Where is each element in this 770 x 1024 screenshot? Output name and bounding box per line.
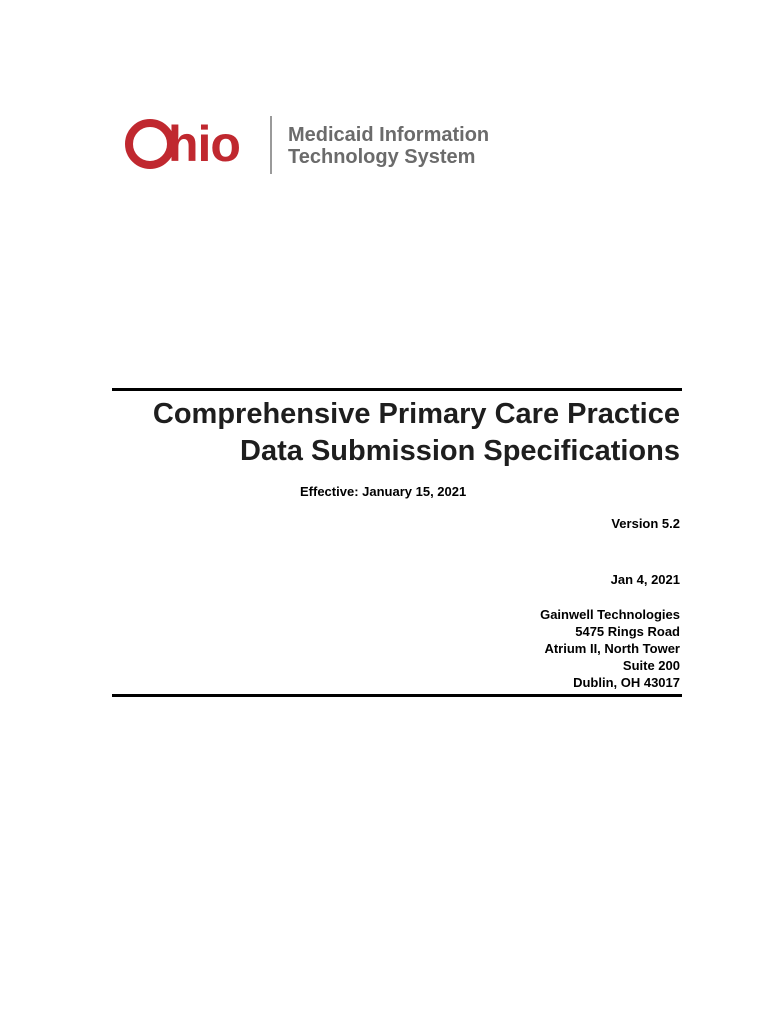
company-address: [540, 606, 680, 691]
bottom-rule: [112, 694, 682, 697]
document-title-line-2: Data Submission Specifications: [240, 435, 680, 467]
ohio-wordmark-letters: hio: [168, 116, 240, 172]
address-company: Gainwell Technologies: [540, 607, 680, 622]
effective-date: Effective: January 15, 2021: [300, 484, 467, 499]
logo-tagline-line-1: Medicaid Information: [288, 124, 490, 146]
logo-tagline-line-2: Technology System: [288, 146, 476, 168]
address-suite: Suite 200: [622, 658, 680, 673]
document-title-line-1: Comprehensive Primary Care Practice: [152, 398, 680, 430]
ohio-wordmark: [124, 112, 264, 178]
ohio-mits-logo: [124, 112, 494, 178]
document-title: [153, 396, 680, 470]
document-date: Jan 4, 2021: [610, 572, 680, 587]
address-city: Dublin, OH 43017: [573, 675, 680, 690]
address-street: 5475 Rings Road: [575, 624, 680, 639]
top-rule: [112, 388, 682, 391]
logo-divider: [270, 116, 272, 174]
logo-tagline: [288, 124, 489, 168]
address-building: Atrium II, North Tower: [544, 641, 680, 656]
version-label: Version 5.2: [611, 516, 680, 531]
